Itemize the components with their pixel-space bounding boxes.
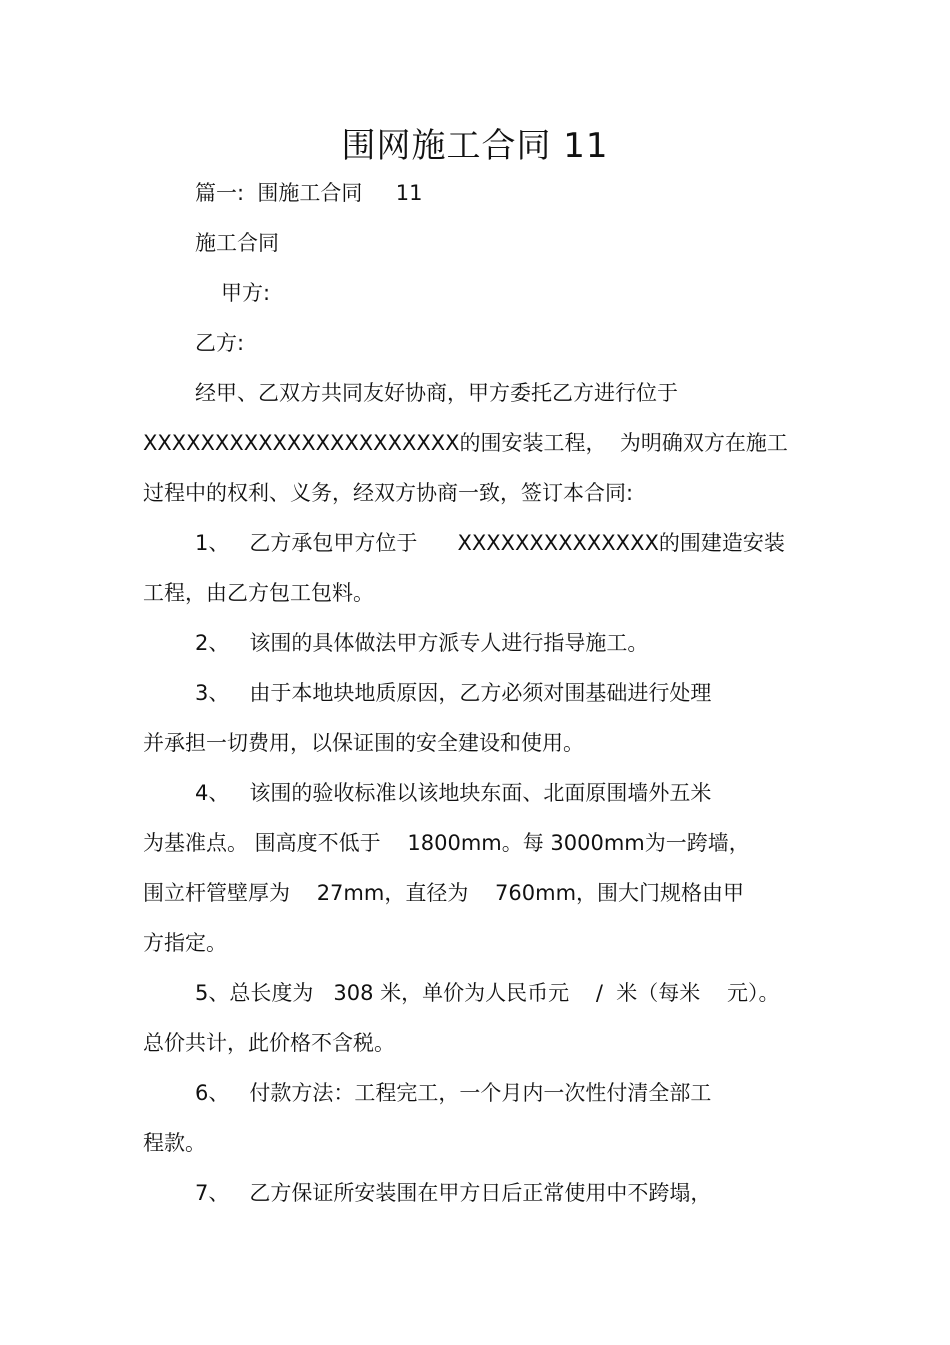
contract-heading: 施工合同 [195, 231, 279, 255]
clause-5-line: 5、总长度为 308 米，单价为人民币元 / 米（每米 元）。 [195, 981, 780, 1005]
clause-4-line: 4、 该围的验收标准以该地块东面、北面原围墙外五米 [195, 781, 712, 805]
party-a-label: 甲方: [221, 281, 271, 305]
clause-3-line: 3、 由于本地块地质原因，乙方必须对围基础进行处理 [195, 681, 712, 705]
clause-5-line: 总价共计，此价格不含税。 [143, 1031, 395, 1055]
clause-6-line: 6、 付款方法：工程完工，一个月内一次性付清全部工 [195, 1081, 712, 1105]
paragraph-line: XXXXXXXXXXXXXXXXXXXXXX的围安装工程， 为明确双方在施工 [143, 431, 788, 455]
clause-7-line: 7、 乙方保证所安装围在甲方日后正常使用中不跨塌， [195, 1181, 712, 1205]
clause-1-line: 工程，由乙方包工包料。 [143, 581, 374, 605]
clause-2-line: 2、 该围的具体做法甲方派专人进行指导施工。 [195, 631, 649, 655]
clause-4-line: 围立杆管壁厚为 27mm，直径为 760mm，围大门规格由甲 [143, 881, 745, 905]
paragraph-line: 经甲、乙双方共同友好协商，甲方委托乙方进行位于 [195, 381, 678, 405]
section-heading: 篇一: 围施工合同 11 [195, 181, 423, 205]
document-title: 围网施工合同 11 [341, 126, 609, 166]
clause-4-line: 为基准点。 围高度不低于 1800mm。每 3000mm为一跨墙， [143, 831, 750, 855]
clause-3-line: 并承担一切费用，以保证围的安全建设和使用。 [143, 731, 584, 755]
clause-6-line: 程款。 [143, 1131, 206, 1155]
clause-4-line: 方指定。 [143, 931, 227, 955]
party-b-label: 乙方: [195, 331, 245, 355]
paragraph-line: 过程中的权利、义务，经双方协商一致，签订本合同: [143, 481, 634, 505]
clause-1-line: 1、 乙方承包甲方位于 XXXXXXXXXXXXXX的围建造安装 [195, 531, 785, 555]
